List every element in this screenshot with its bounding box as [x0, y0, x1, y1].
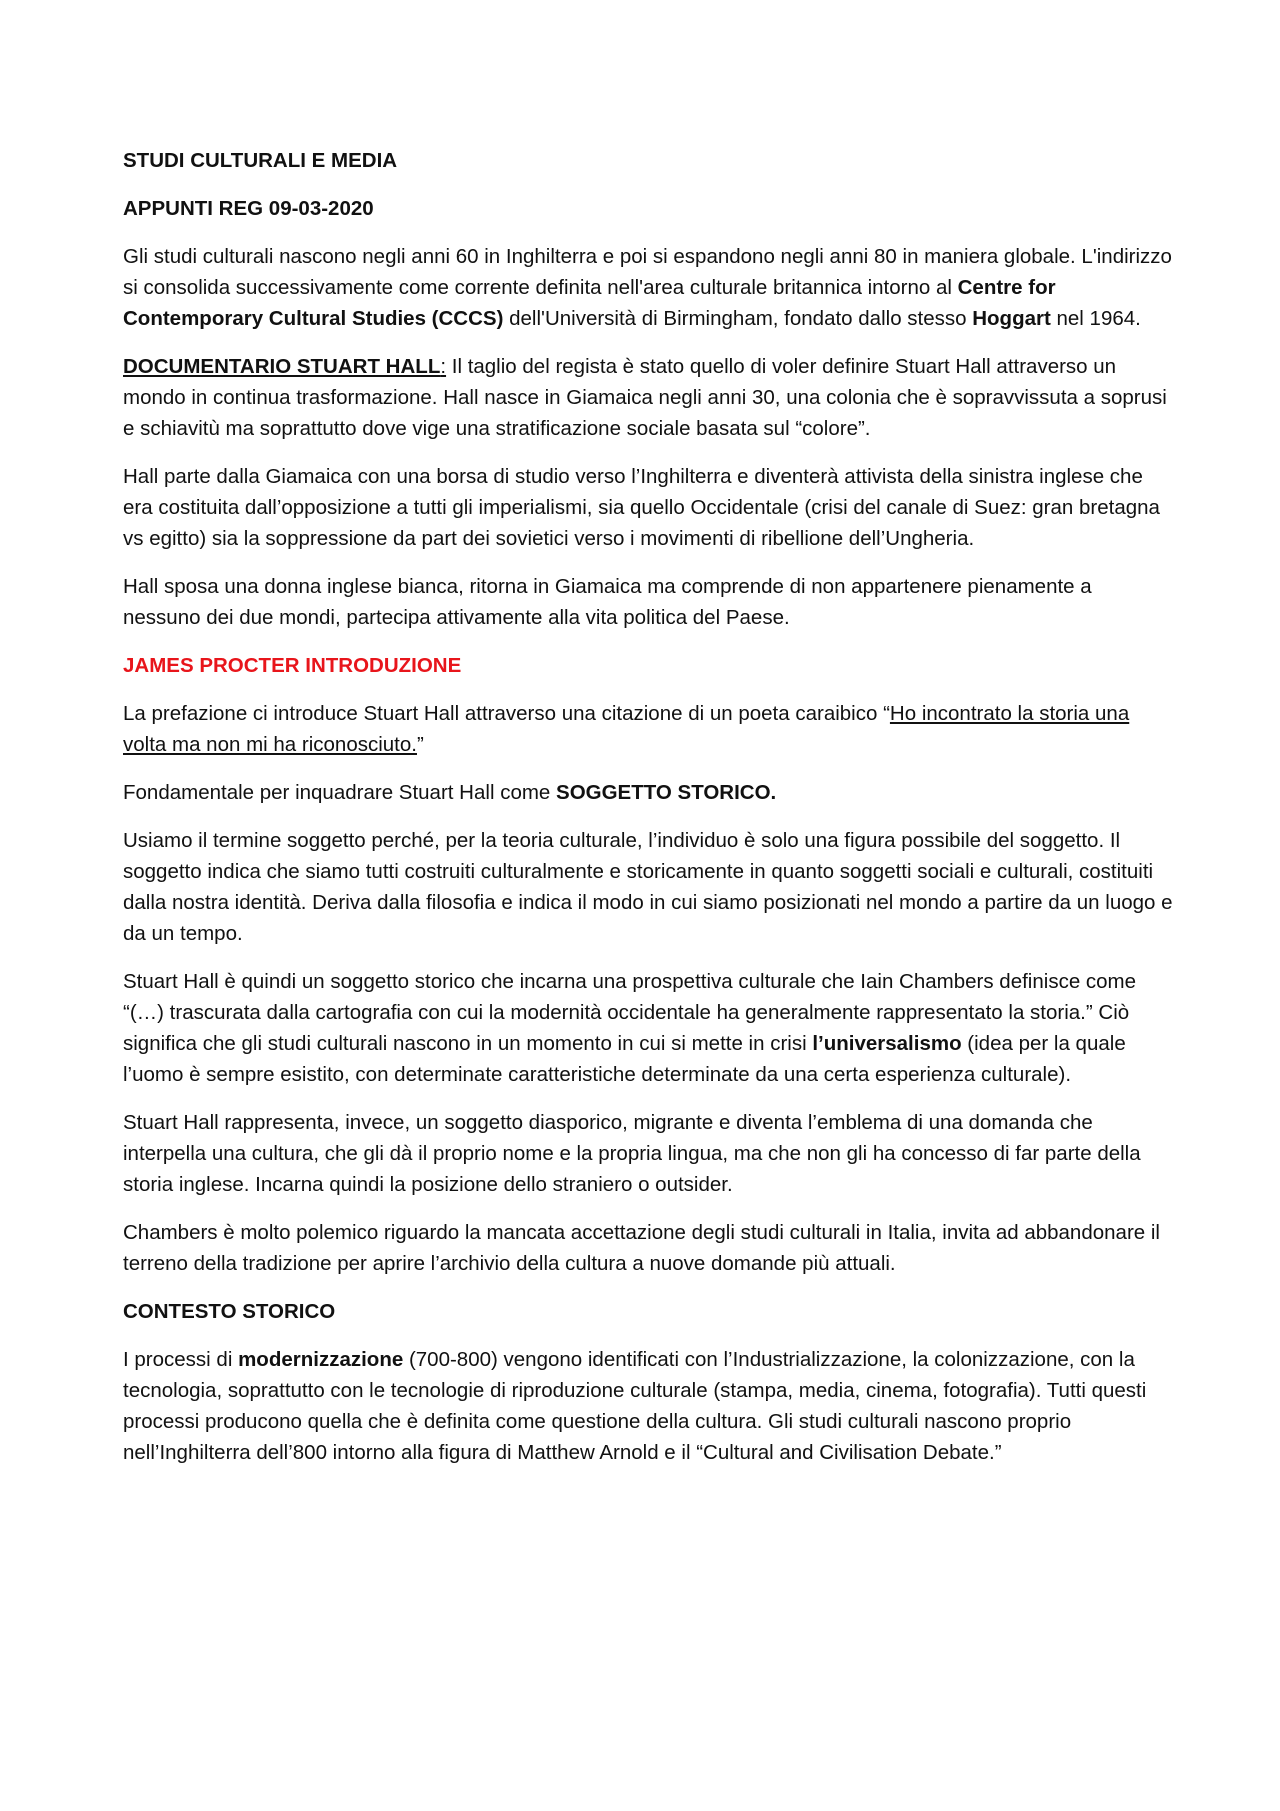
- bold-modernizzazione: modernizzazione: [238, 1348, 404, 1371]
- heading-documentario-text: DOCUMENTARIO STUART HALL: [123, 355, 441, 378]
- text: Il taglio del regista è stato quello di voler definire Stuart Hall attraverso un mondo in continua trasformazione. Hall nasce in Giamaica negli anni 30, una colonia che è sopravvissuta a soprusi e schiavitù ma soprattutto dove vige una stratificazione sociale basata sul “colore”.: [123, 355, 1167, 440]
- paragraph-modernizzazione: [123, 1344, 1173, 1468]
- text: ”: [416, 733, 424, 756]
- paragraph-chambers: [123, 966, 1173, 1090]
- document-title: STUDI CULTURALI E MEDIA: [123, 149, 398, 172]
- paragraph-documentario: [123, 351, 1173, 444]
- paragraph-polemico: Chambers è molto polemico riguardo la mancata accettazione degli studi culturali in Italia, invita ad abbandonare il terreno della tradizione per aprire l’archivio della cultura a nuove domande più attuali.: [123, 1221, 1160, 1275]
- underlined-quote: Ho incontrato la storia una volta ma non mi ha riconosciuto.: [123, 702, 1130, 756]
- text: Stuart Hall è quindi un soggetto storico che incarna una prospettiva culturale che Iain Chambers definisce come “(…) trascurata dalla cartografia con cui la modernità occidentale ha generalmente rappresentato la storia.” Ciò significa che gli studi culturali nascono in un momento in cui si mette in crisi: [123, 970, 1137, 1055]
- text: nel 1964.: [1050, 307, 1141, 330]
- text: I processi di: [123, 1348, 239, 1371]
- paragraph-soggetto: Usiamo il termine soggetto perché, per la teoria culturale, l’individuo è solo una figura possibile del soggetto. Il soggetto indica che siamo tutti costruiti culturalmente e storicamente in quanto soggetti sociali e culturali, costituiti dalla nostra identità. Deriva dalla filosofia e indica il modo in cui siamo posizionati nel mondo a partire da un luogo e da un tempo.: [123, 829, 1173, 945]
- text: (idea per la quale l’uomo è sempre esistito, con determinate caratteristiche determinate da una certa esperienza culturale).: [123, 1032, 1126, 1086]
- bold-soggetto-storico: SOGGETTO STORICO.: [556, 781, 777, 804]
- bold-universalismo: l’universalismo: [812, 1032, 962, 1055]
- paragraph-diasporico: Stuart Hall rappresenta, invece, un soggetto diasporico, migrante e diventa l’emblema di una domanda che interpella una cultura, che gli dà il proprio nome e la propria lingua, ma che non gli ha concesso di far parte della storia inglese. Incarna quindi la posizione dello straniero o outsider.: [123, 1111, 1141, 1196]
- text: La prefazione ci introduce Stuart Hall attraverso una citazione di un poeta caraibico “: [123, 702, 890, 725]
- heading-documentario: [123, 355, 440, 378]
- text: (700-800) vengono identificati con l’Industrializzazione, la colonizzazione, con la tecnologia, soprattutto con le tecnologie di riproduzione culturale (stampa, media, cinema, fotografia). Tutti questi processi producono quella che è definita come questione della cultura. Gli studi culturali nascono proprio nell’Inghilterra dell’800 intorno alla figura di Matthew Arnold e il “Cultural and Civilisation Debate.”: [123, 1348, 1147, 1464]
- bold-hoggart: Hoggart: [972, 307, 1051, 330]
- section-heading-contesto: CONTESTO STORICO: [123, 1300, 336, 1323]
- text: dell'Università di Birmingham, fondato dallo stesso: [503, 307, 973, 330]
- document-subtitle: APPUNTI REG 09-03-2020: [123, 197, 374, 220]
- document-page: [123, 145, 1173, 1485]
- text: Gli studi culturali nascono negli anni 60 in Inghilterra e poi si espandono negli anni 80 in maniera globale. L'indirizzo si consolida successivamente come corrente definita nell'area culturale britannica intorno al: [123, 245, 1172, 299]
- paragraph-intro: [123, 241, 1173, 334]
- colon: :: [440, 355, 447, 378]
- section-heading-procter: JAMES PROCTER INTRODUZIONE: [123, 654, 462, 677]
- paragraph-prefazione: [123, 698, 1173, 760]
- bold-cccs: Centre for Contemporary Cultural Studies (CCCS): [123, 276, 1056, 330]
- text: Fondamentale per inquadrare Stuart Hall come: [123, 781, 557, 804]
- paragraph-hall-giamaica: Hall parte dalla Giamaica con una borsa di studio verso l’Inghilterra e diventerà attivista della sinistra inglese che era costituita dall’opposizione a tutti gli imperialismi, sia quello Occidentale (crisi del canale di Suez: gran bretagna vs egitto) sia la soppressione da part dei sovietici verso i movimenti di ribellione dell’Ungheria.: [123, 465, 1160, 550]
- paragraph-hall-sposa: Hall sposa una donna inglese bianca, ritorna in Giamaica ma comprende di non appartenere pienamente a nessuno dei due mondi, partecipa attivamente alla vita politica del Paese.: [123, 575, 1092, 629]
- paragraph-soggetto-storico: [123, 777, 1173, 808]
